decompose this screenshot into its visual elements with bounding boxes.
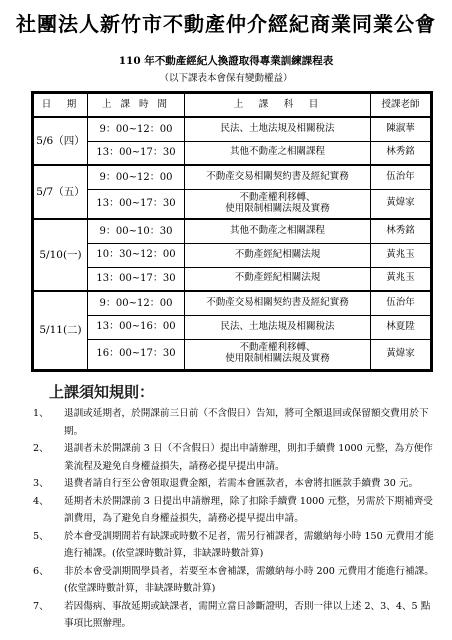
teacher-cell: 林夏陞 <box>371 315 431 339</box>
rule-item <box>33 493 438 528</box>
table-row <box>34 243 431 267</box>
teacher-cell: 伍治年 <box>371 291 431 315</box>
time-cell: 9：00~12：00 <box>88 165 185 189</box>
rule-item <box>33 528 438 563</box>
table-row <box>34 117 431 141</box>
time-cell: 13：00~16：00 <box>88 315 185 339</box>
rule-number: 4、 <box>33 495 49 507</box>
subject-cell: 不動產經紀相關法規 <box>185 243 371 267</box>
time-cell: 10：30~12：00 <box>88 243 185 267</box>
rule-number: 7、 <box>33 600 49 612</box>
rule-text: 退訓或延期者，於開課前三日前（不含假日）告知，將可全額退回或保留額交費用於下期。 <box>64 408 429 437</box>
subject-cell: 民法、土地法規及相關稅法 <box>185 117 371 141</box>
subject-cell: 不動產經紀相關法規 <box>185 267 371 291</box>
subject-cell: 民法、土地法規及相關稅法 <box>185 315 371 339</box>
time-cell: 16：00~17：30 <box>88 339 185 369</box>
time-cell: 9：00~10：30 <box>88 219 185 243</box>
time-cell: 13：00~17：30 <box>88 267 185 291</box>
teacher-cell: 黃兆玉 <box>371 267 431 291</box>
course-subtitle: 110 年不動產經紀人換證取得專業訓練課程表 <box>118 55 334 67</box>
time-cell: 13：00~17：30 <box>88 141 185 165</box>
table-row <box>34 189 431 219</box>
rule-text: 非於本會受訓期間學員者，若要至本會補課，需繳納每小時 200 元費用才能進行補課。(依堂課時數計算，非缺課時數計算) <box>64 565 434 594</box>
time-cell: 9：00~12：00 <box>88 291 185 315</box>
table-row <box>34 141 431 165</box>
subject-cell: 其他不動產之相關課程 <box>185 219 371 243</box>
rule-text: 退費者請自行至公會領取退費金額，若需本會匯款者，本會將扣匯款手續費 30 元。 <box>64 478 419 489</box>
table-row <box>34 291 431 315</box>
teacher-cell: 伍治年 <box>371 165 431 189</box>
header-subject: 上 課 科 目 <box>185 94 371 118</box>
rules-list <box>33 405 438 633</box>
schedule-body <box>34 117 431 369</box>
rule-text: 退訓者未於開課前 3 日（不含假日）提出申請辦理，則扣手續費 1000 元整，為方便作業流程及避免自身權益損失，請務必提早提出申請。 <box>64 443 433 472</box>
header-date: 日 期 <box>34 94 88 118</box>
schedule-note: （以下課表本會保有變動權益） <box>159 73 293 84</box>
subject-cell: 其他不動產之相關課程 <box>185 141 371 165</box>
teacher-cell: 黃兆玉 <box>371 243 431 267</box>
rule-text: 若因傷病、事故延期或缺課者，需開立當日診斷證明，否則一律以上述 2、3、4、5 點事項比照辦理。 <box>64 600 431 629</box>
rule-item <box>33 563 438 598</box>
teacher-cell: 陳淑華 <box>371 117 431 141</box>
time-cell: 9：00~12：00 <box>88 117 185 141</box>
date-cell: 5/10(一) <box>34 219 88 291</box>
subject-cell: 不動產權利移轉、 使用限制相關法規及實務 <box>185 189 371 219</box>
table-header-row <box>34 94 431 118</box>
table-row <box>34 219 431 243</box>
rule-item <box>33 405 438 440</box>
table-row <box>34 267 431 291</box>
subject-cell: 不動產交易相關契約書及經紀實務 <box>185 291 371 315</box>
table-row <box>34 165 431 189</box>
rule-number: 3、 <box>33 478 49 489</box>
org-title: 社團法人新竹市不動產仲介經紀商業同業公會 <box>16 12 436 36</box>
rule-item <box>33 440 438 475</box>
teacher-cell: 黃煒家 <box>371 339 431 369</box>
teacher-cell: 林秀銘 <box>371 219 431 243</box>
time-cell: 13：00~17：30 <box>88 189 185 219</box>
rule-text: 延期者未於開課前 3 日提出申請辦理，除了扣除手續費 1000 元整，另需於下期補齊受訓費用，為了避免自身權益損失，請務必提早提出申請。 <box>64 495 433 524</box>
rule-text: 於本會受訓期間若有缺課或時數不足者，需另行補課者，需繳納每小時 150 元費用才能進行補課。(依堂課時數計算，非缺課時數計算) <box>64 530 434 559</box>
teacher-cell: 黃煒家 <box>371 189 431 219</box>
rule-number: 5、 <box>33 530 49 542</box>
table-row <box>34 339 431 369</box>
table-row <box>34 315 431 339</box>
date-cell: 5/11(二) <box>34 291 88 369</box>
subject-cell: 不動產交易相關契約書及經紀實務 <box>185 165 371 189</box>
rule-item <box>33 475 438 493</box>
subject-cell: 不動產權利移轉、 使用限制相關法規及實務 <box>185 339 371 369</box>
schedule-table <box>33 93 431 370</box>
date-cell: 5/6（四） <box>34 117 88 165</box>
rule-number: 6、 <box>33 565 49 577</box>
rules-title: 上課須知規則： <box>49 383 155 401</box>
rule-number: 2、 <box>33 443 49 454</box>
teacher-cell: 林秀銘 <box>371 141 431 165</box>
rule-item <box>33 598 438 633</box>
rule-number: 1、 <box>33 408 49 419</box>
header-time: 上 課 時 間 <box>88 94 185 118</box>
date-cell: 5/7（五） <box>34 165 88 219</box>
header-teacher: 授課老師 <box>371 94 431 118</box>
